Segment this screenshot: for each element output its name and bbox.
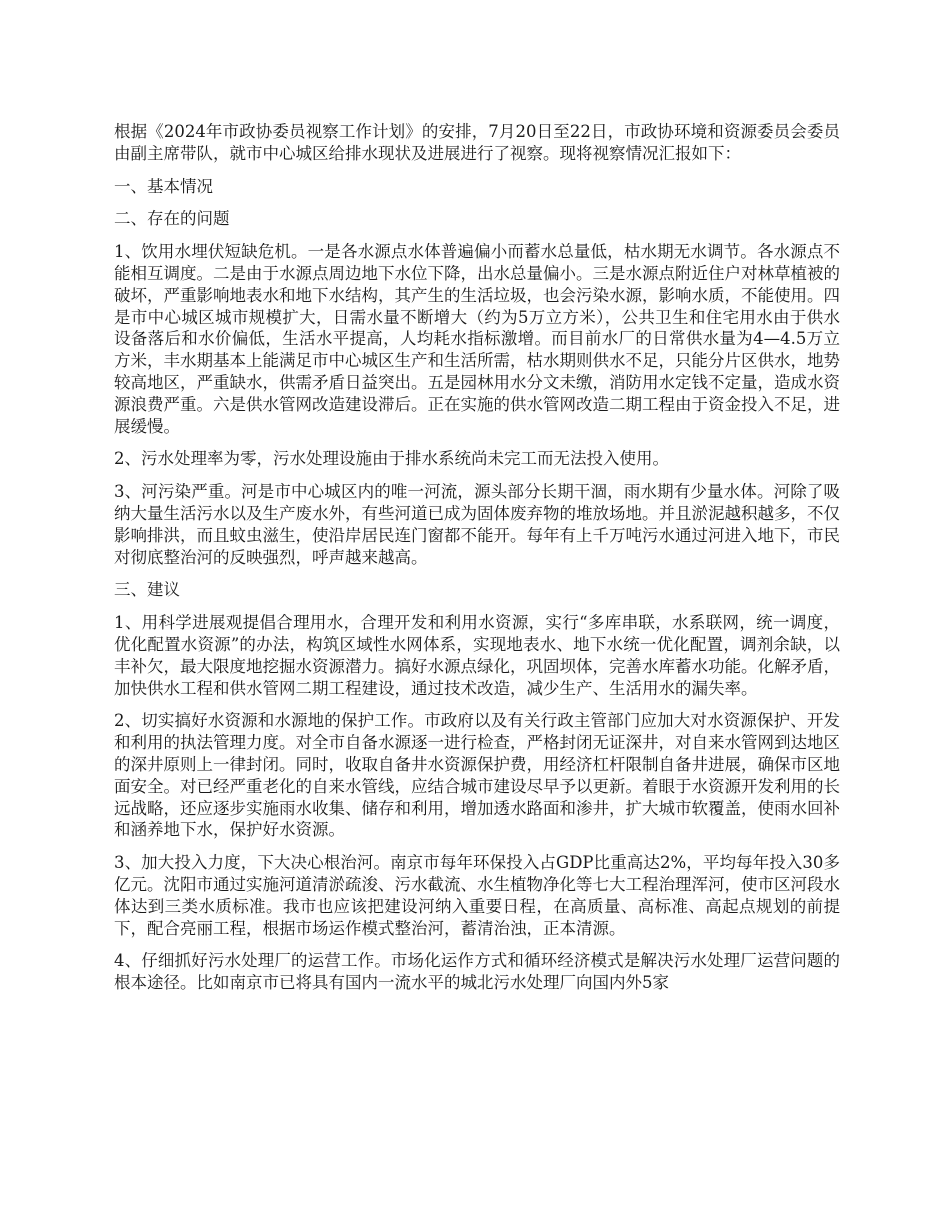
suggestion-paragraph-4: 4、仔细抓好污水处理厂的运营工作。市场化运作方式和循环经济模式是解决污水处理厂运营问题的根本途径。比如南京市已将具有国内一流水平的城北污水处理厂向国内外5家 bbox=[114, 951, 840, 993]
suggestion-paragraph-1: 1、用科学进展观提倡合理用水，合理开发和利用水资源，实行“多库串联，水系联网，统一调度，优化配置水资源”的办法，构筑区域性水网体系，实现地表水、地下水统一优化配置，调剂余缺，以丰补欠，最大限度地挖掘水资源潜力。搞好水源点绿化，巩固坝体，完善水库蓄水功能。化解矛盾，加快供水工程和供水管网二期工程建设，通过技术改造，减少生产、生活用水的漏失率。 bbox=[114, 613, 840, 698]
section-heading-basic-situation: 一、基本情况 bbox=[114, 176, 213, 196]
suggestion-paragraph-2: 2、切实搞好水资源和水源地的保护工作。市政府以及有关行政主管部门应加大对水资源保护、开发和利用的执法管理力度。对全市自备水源逐一进行检查，严格封闭无证深井，对自来水管网到达地区的深井原则上一律封闭。同时，收取自备井水资源保护费，用经济杠杆限制自备井进展，确保市区地面安全。对已经严重老化的自来水管线，应结合城市建设尽早予以更新。着眼于水资源开发利用的长远战略，还应逐步实施雨水收集、储存和利用，增加透水路面和渗井，扩大城市软覆盖，使雨水回补和涵养地下水，保护好水资源。 bbox=[114, 711, 840, 840]
problem-paragraph-1: 1、饮用水埋伏短缺危机。一是各水源点水体普遍偏小而蓄水总量低，枯水期无水调节。各水源点不能相互调度。二是由于水源点周边地下水位下降，出水总量偏小。三是水源点附近住户对林草植被的破坏，严重影响地表水和地下水结构，其产生的生活垃圾，也会污染水源，影响水质，不能使用。四是市中心城区城市规模扩大，日需水量不断增大（约为5万立方米），公共卫生和住宅用水由于供水设备落后和水价偏低，生活水平提高，人均耗水指标激增。而目前水厂的日常供水量为4—4.5万立方米，丰水期基本上能满足市中心城区生产和生活所需，枯水期则供水不足，只能分片区供水，地势较高地区，严重缺水，供需矛盾日益突出。五是园林用水分文未缴，消防用水定钱不定量，造成水资源浪费严重。六是供水管网改造建设滞后。正在实施的供水管网改造二期工程由于资金投入不足，进展缓慢。 bbox=[114, 242, 840, 436]
section-heading-suggestions: 三、建议 bbox=[114, 580, 180, 600]
section-heading-problems: 二、存在的问题 bbox=[114, 209, 230, 229]
document-body bbox=[114, 121, 840, 1005]
problem-paragraph-2: 2、污水处理率为零，污水处理设施由于排水系统尚未完工而无法投入使用。 bbox=[114, 449, 669, 469]
suggestion-paragraph-3: 3、加大投入力度，下大决心根治河。南京市每年环保投入占GDP比重高达2%，平均每年投入30多亿元。沈阳市通过实施河道清淤疏浚、污水截流、水生植物净化等七大工程治理浑河，使市区河段水体达到三类水质标准。我市也应该把建设河纳入重要日程，在高质量、高标准、高起点规划的前提下，配合亮丽工程，根据市场运作模式整治河，蓄清治浊，正本清源。 bbox=[114, 853, 840, 938]
problem-paragraph-3: 3、河污染严重。河是市中心城区内的唯一河流，源头部分长期干涸，雨水期有少量水体。河除了吸纳大量生活污水以及生产废水外，有些河道已成为固体废弃物的堆放场地。并且淤泥越积越多，不仅影响排洪，而且蚊虫滋生，使沿岸居民连门窗都不能开。每年有上千万吨污水通过河进入地下，市民对彻底整治河的反映强烈，呼声越来越高。 bbox=[114, 482, 840, 567]
intro-paragraph: 根据《2024年市政协委员视察工作计划》的安排，7月20日至22日，市政协环境和资源委员会委员由副主席带队，就市中心城区给排水现状及进展进行了视察。现将视察情况汇报如下： bbox=[114, 122, 840, 163]
